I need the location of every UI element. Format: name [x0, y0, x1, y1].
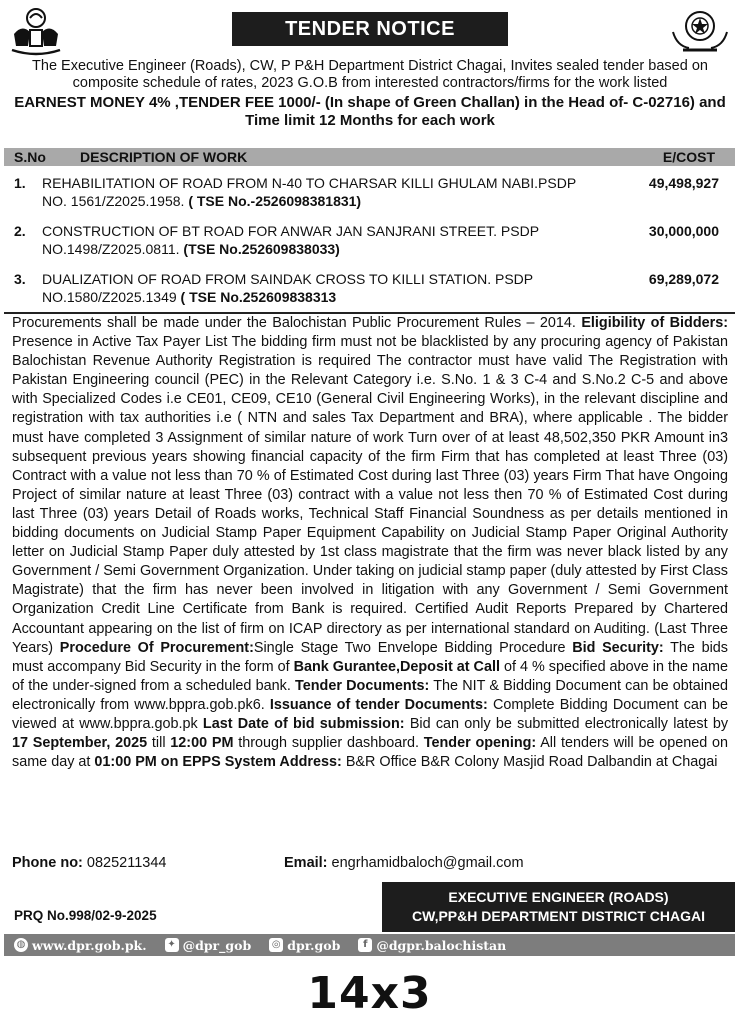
contact-line [12, 854, 728, 874]
phone-label: Phone no: [12, 855, 83, 871]
work-description: CONSTRUCTION OF BT ROAD FOR ANWAR JAN SANJRANI STREET. PSDP NO.1498/Z2025.0811. [42, 223, 539, 257]
rules-text: Procurements shall be made under the Balochistan Public Procurement Rules – 2014. [12, 315, 576, 331]
terms-paragraph [12, 314, 728, 772]
page-title: TENDER NOTICE [232, 12, 508, 46]
table-row [4, 266, 735, 314]
row-cost: 30,000,000 [648, 223, 719, 239]
row-number: 1. [14, 175, 26, 191]
row-cost: 49,498,927 [648, 175, 719, 191]
bid-security-text-b: of 4 % specified above in the name of the under-signed from a scheduled bank. [12, 658, 729, 694]
tse-number: ( TSE No.252609838313 [180, 289, 337, 305]
tender-opening-label: Tender opening: [423, 735, 537, 752]
tender-opening-text: All tenders will be opened on same day at [12, 735, 729, 771]
works-table-header [4, 148, 735, 166]
column-description: DESCRIPTION OF WORK [80, 149, 248, 165]
row-description [42, 270, 602, 306]
column-sno: S.No [14, 149, 46, 165]
social-facebook-text: @dgpr.balochistan [376, 937, 507, 953]
bid-security-bold: Bank Gurantee,Deposit at Call [293, 658, 500, 675]
tse-number: ( TSE No.-2526098381831) [188, 193, 362, 209]
row-description [42, 174, 602, 210]
intro-paragraph: The Executive Engineer (Roads), CW, P P&H Department District Chagai, Invites sealed tender based on composite schedule of rates, 2023 G.O.B from interested contractors/firms for the work listed [32, 58, 708, 91]
social-facebook[interactable] [358, 938, 506, 953]
phone-number: 0825211344 [86, 855, 167, 871]
last-date-date: 17 September, 2025 [12, 735, 148, 752]
issuance-text: Complete Bidding Document can be viewed at www.bppra.gob.pk [12, 696, 729, 732]
bid-security-text-a: The bids must accompany Bid Security in the form of [12, 639, 728, 675]
signature-title: EXECUTIVE ENGINEER (ROADS) [448, 889, 669, 905]
table-row [4, 218, 735, 266]
signature-department: CW,PP&H DEPARTMENT DISTRICT CHAGAI [412, 908, 705, 924]
eligibility-label: Eligibility of Bidders: [581, 315, 729, 331]
work-description: REHABILITATION OF ROAD FROM N-40 TO CHARSAR KILLI GHULAM NABI.PSDP NO. 1561/Z2025.1958. [42, 175, 576, 209]
tse-number: (TSE No.252609838033) [183, 241, 340, 257]
last-date-text-c: through supplier dashboard. [238, 735, 419, 752]
earnest-money-line: EARNEST MONEY 4% ,TENDER FEE 1000/- (In shape of Green Challan) in the Head of- C-02716) and Time limit 12 Months for each work [14, 94, 726, 129]
row-number: 2. [14, 223, 26, 239]
works-table-body [4, 170, 735, 314]
globe-icon: ◍ [14, 938, 28, 952]
social-website-text: www.dpr.gob.pk. [32, 937, 147, 953]
social-instagram-text: dpr.gob [287, 937, 341, 953]
work-description: DUALIZATION OF ROAD FROM SAINDAK CROSS TO KILLI STATION. PSDP NO.1580/Z2025.1349 [42, 271, 533, 305]
procedure-text: Single Stage Two Envelope Bidding Procedure [253, 639, 566, 656]
department-seal-icon [669, 6, 731, 56]
table-row [4, 170, 735, 218]
last-date-time: 12:00 PM [170, 735, 234, 752]
bid-security-label: Bid Security: [572, 639, 664, 656]
last-date-text-a: Bid can only be submitted electronically latest by [409, 715, 729, 732]
balochistan-government-emblem-icon [8, 6, 64, 56]
social-twitter[interactable] [165, 938, 252, 953]
tender-opening-time: 01:00 PM on EPPS [94, 754, 221, 771]
column-ecost: E/COST [662, 149, 715, 165]
tender-documents-label: Tender Documents: [295, 677, 430, 694]
email-label: Email: [284, 855, 328, 871]
email-block [284, 854, 524, 872]
twitter-icon: ✦ [165, 938, 179, 952]
prq-number: PRQ No.998/02-9-2025 [14, 908, 157, 923]
last-date-text-b: till [151, 735, 166, 752]
social-website[interactable] [14, 938, 147, 953]
procedure-label: Procedure Of Procurement: [59, 639, 254, 656]
header [0, 0, 739, 58]
ad-size-label: 14x3 [307, 968, 432, 1019]
facebook-icon: f [358, 938, 372, 952]
row-description [42, 222, 602, 258]
tender-documents-text: The NIT & Bidding Document can be obtained electronically from www.bppra.gob.pk6. [12, 677, 728, 713]
system-address-text: B&R Office B&R Colony Masjid Road Dalbandin at Chagai [345, 754, 718, 771]
social-twitter-text: @dpr_gob [182, 937, 252, 953]
row-cost: 69,289,072 [648, 271, 719, 287]
last-date-label: Last Date of bid submission: [202, 715, 405, 732]
issuance-label: Issuance of tender Documents: [269, 696, 488, 713]
eligibility-text: Presence in Active Tax Payer List The bidding firm must not be blacklisted by any procuring agency of Pakistan Balochistan Revenue Authority Registration is required The contractor must have valid The Registration with Pakistan Engineering council (PEC) in the Relevant Category i.e. S.No. 1 & 3 C-4 and S.No.2 C-5 and above with Specialized Codes i.e CE01, CE09, CE10 (General Civil Engineering Works), in the relevant discipline and registration with tax authorities i.e ( NTN and sales Tax Department and BRA), where applicable . The bidder must have completed 3 Assignment of similar nature of work Turn over of at least 48,502,350 PKR Amount in3 subsequent previous years showing financial capacity of the firm Firm that has completed at least Three (03) Contract with a value not less than 70 % of Estimated Cost during last Three (03) years Firm That have Ongoing Project of similar nature at least Three (03) contract with a value not less then 70 % of Estimated Cost during last Three (03) years Detail of Roads works, Technical Staff Financial Soundness as per details mentioned in bidding documents on Judicial Stamp Paper Equipment Capability on Judicial Stamp Paper Original Authority letter on Judicial Stamp Paper duly attested by 1st class magistrate that the firm was never black listed by any Government / Semi Government Organization. Under taking on judicial stamp paper (duly attested by First Class Magistrate) that the firm has never been involved in litigation with any Government / Semi Government Organization Credit Line Certificate from Bank is required. Certified Audit Reports Prepared by Chartered Accountant appearing on the list of firm on ICAP directory as per international standard on Auditing. (Last Three Years) [12, 334, 728, 656]
social-instagram[interactable] [269, 938, 340, 953]
email-address[interactable]: engrhamidbaloch@gmail.com [331, 855, 524, 871]
instagram-icon: ◎ [269, 938, 283, 952]
signature-block [382, 882, 735, 932]
social-media-bar [4, 934, 735, 956]
system-address-label: System Address: [224, 754, 342, 771]
row-number: 3. [14, 271, 26, 287]
